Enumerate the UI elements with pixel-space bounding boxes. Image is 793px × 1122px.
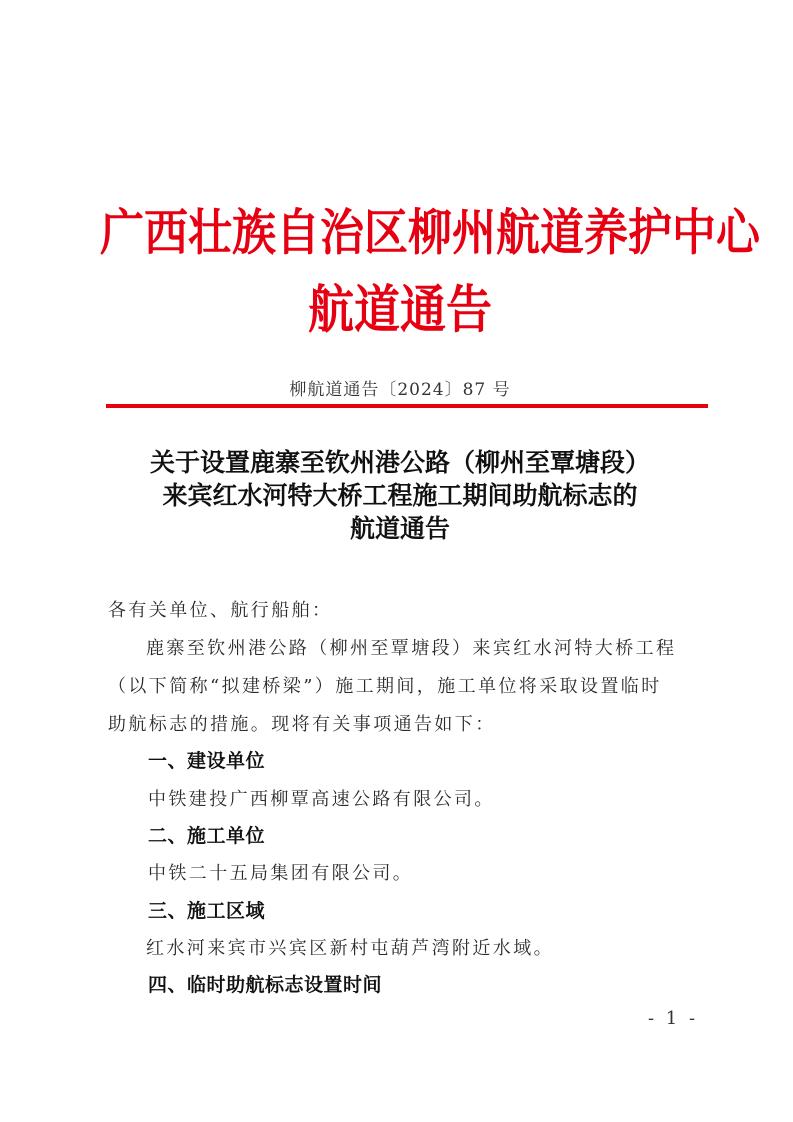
notice-title	[100, 446, 700, 545]
notice-title-line: 航道通告	[349, 514, 450, 543]
section-heading-marker-setup-time: 四、临时助航标志设置时间	[148, 974, 383, 996]
section-content: 中铁建投广西柳覃高速公路有限公司。	[148, 789, 495, 810]
notice-title-line: 来宾红水河特大桥工程施工期间助航标志的	[162, 481, 638, 510]
section-content: 中铁二十五局集团有限公司。	[148, 863, 414, 884]
section-heading-construction-area: 三、施工区域	[148, 900, 266, 922]
salutation: 各有关单位、航行船舶：	[108, 600, 333, 621]
document-number: 柳航道通告〔2024〕87 号	[289, 380, 511, 400]
page-number: - 1 -	[648, 1008, 699, 1029]
notice-title-line: 关于设置鹿寨至钦州港公路（柳州至覃塘段）	[149, 448, 650, 477]
section-heading-construction-owner: 一、建设单位	[148, 750, 266, 772]
red-divider-line	[106, 404, 708, 408]
org-name-heading: 广西壮族自治区柳州航道养护中心	[100, 204, 760, 262]
intro-paragraph-line: 助航标志的措施。现将有关事项通告如下：	[108, 714, 496, 735]
section-heading-contractor: 二、施工单位	[148, 825, 266, 847]
intro-paragraph-line: 鹿寨至钦州港公路（柳州至覃塘段）来宾红水河特大桥工程	[146, 638, 677, 659]
doc-type-heading: 航道通告	[308, 279, 492, 340]
section-content: 红水河来宾市兴宾区新村屯葫芦湾附近水域。	[146, 938, 554, 959]
intro-paragraph-line: （以下简称“拟建桥梁”）施工期间，施工单位将采取设置临时	[108, 676, 662, 697]
